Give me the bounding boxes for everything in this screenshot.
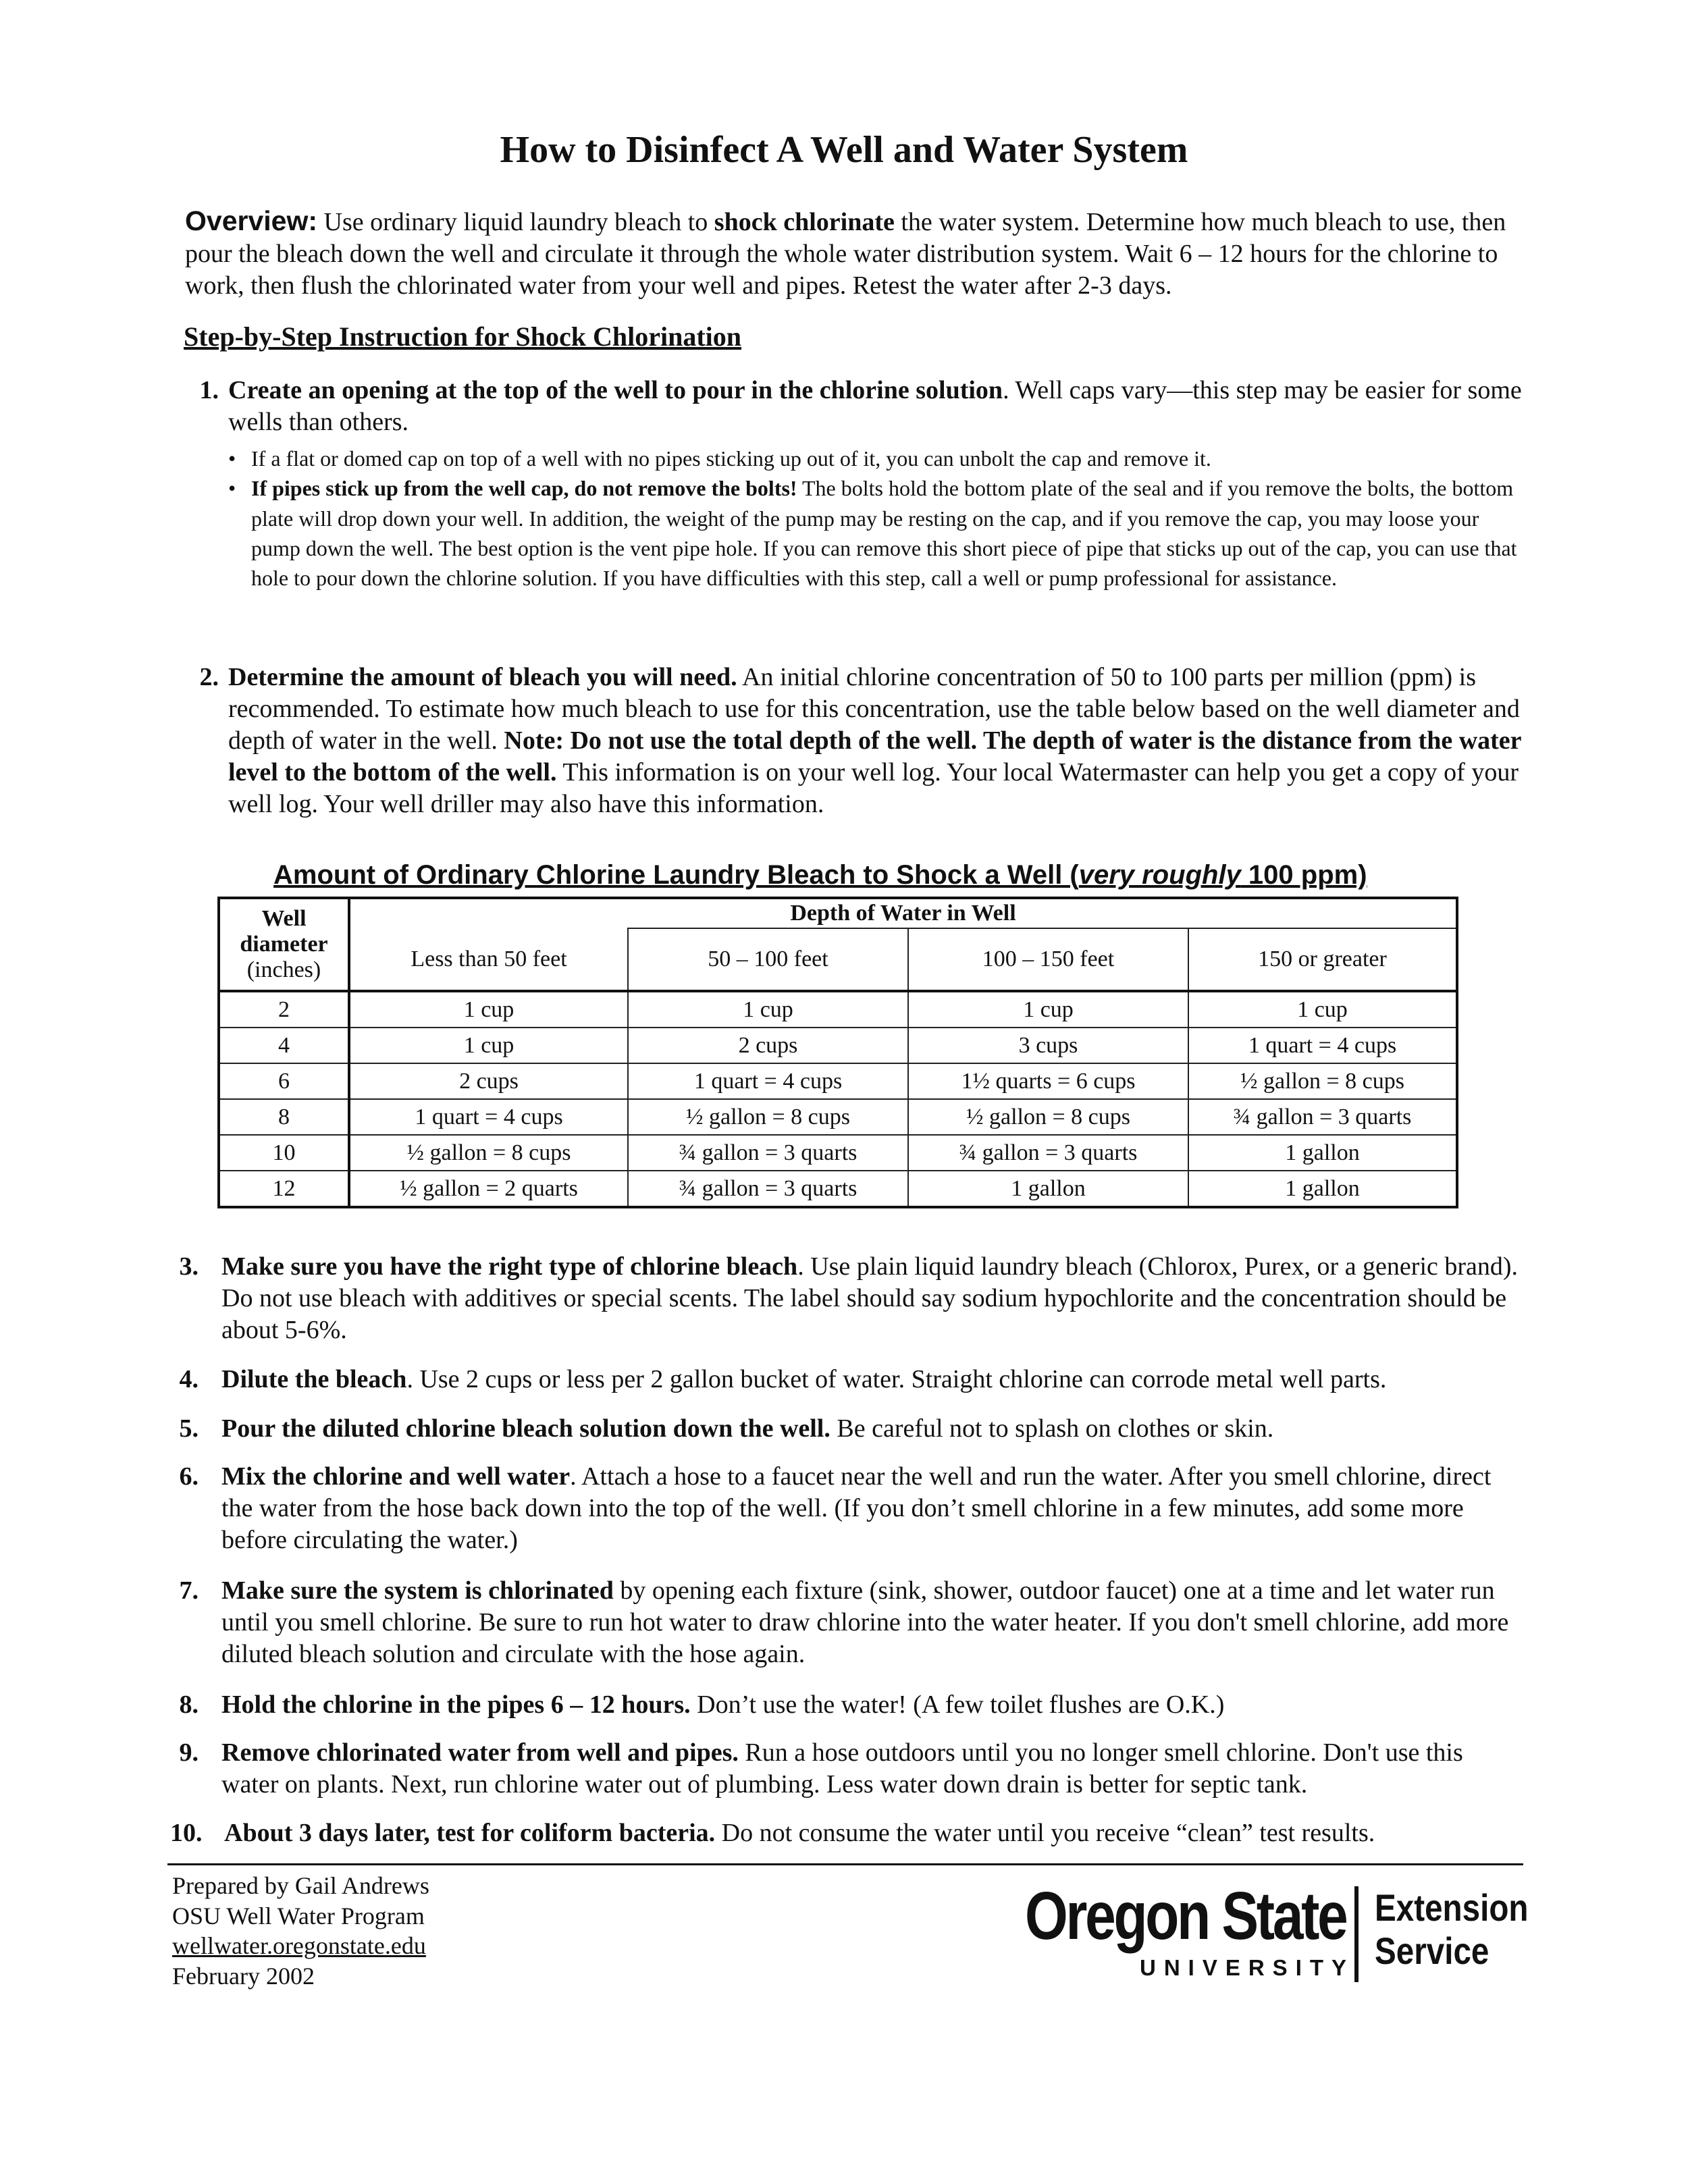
- footer-credits: [172, 1871, 429, 1992]
- overview-text-2: the water system. Determine how much bleach to use, then pour the bleach down the well and circulate it through the whole water distribution system. Wait 6 – 12 hours for the chlorine to work, then flush the chlorinated water from your well and pipes. Retest the water after 2-3 days.: [185, 208, 1506, 300]
- step-4: [170, 1364, 1521, 1395]
- diameter-cell: 6: [219, 1063, 349, 1099]
- table-cell: 1 gallon: [1188, 1135, 1457, 1171]
- step-number: 7.: [179, 1576, 199, 1605]
- step-rest: by opening each fixture (sink, shower, outdoor faucet) one at a time and let water run until you smell chlorine. Be sure to run hot water to draw chlorine into the water heater. If you don't smell chlorine, add more diluted bleach solution and circulate with the hose again.: [221, 1576, 1509, 1669]
- table-cell: ¾ gallon = 3 quarts: [908, 1135, 1188, 1171]
- step-text: [228, 375, 1522, 438]
- step-6: [170, 1461, 1521, 1556]
- table-cell: 1 cup: [628, 991, 908, 1028]
- diameter-cell: 12: [219, 1171, 349, 1207]
- step-number: 2.: [199, 663, 219, 691]
- table-cell: ¾ gallon = 3 quarts: [1188, 1099, 1457, 1135]
- depth-header: Depth of Water in Well: [349, 898, 1457, 928]
- caption-italic: very roughly: [1078, 860, 1241, 890]
- diameter-header-line: Well: [261, 905, 307, 931]
- section-subheading: Step-by-Step Instruction for Shock Chlorination: [184, 321, 742, 352]
- table-cell: 1 cup: [908, 991, 1188, 1028]
- diameter-header-line: diameter: [240, 931, 328, 957]
- step-bold: Make sure you have the right type of chlorine bleach: [221, 1252, 798, 1281]
- table-cell: ½ gallon = 8 cups: [349, 1135, 628, 1171]
- overview-paragraph: [185, 204, 1529, 302]
- table-cell: 1 quart = 4 cups: [1188, 1028, 1457, 1063]
- table-row: [219, 1099, 1457, 1135]
- step-rest: Be careful not to splash on clothes or skin.: [837, 1414, 1274, 1443]
- diameter-cell: 8: [219, 1099, 349, 1135]
- bullet-item: [228, 444, 1522, 473]
- table-row: [219, 1028, 1457, 1063]
- step-bold: Make sure the system is chlorinated: [221, 1576, 614, 1605]
- logo-extension-word: Extension: [1375, 1886, 1529, 1929]
- step-10: [170, 1817, 1521, 1849]
- step-rest-2: This information is on your well log. Your local Watermaster can help you get a copy of your well log. Your well driller may also have this information.: [228, 758, 1519, 819]
- step-bold: Mix the chlorine and well water: [221, 1462, 571, 1491]
- step-number: 6.: [179, 1462, 199, 1491]
- step-note: Note: Do not use the total depth of the well. The depth of water is the distance from the water level to the bottom of the well.: [228, 726, 1521, 787]
- logo-service-word: Service: [1375, 1929, 1489, 1973]
- table-cell: ½ gallon = 2 quarts: [349, 1171, 628, 1207]
- step-2: [178, 662, 1522, 821]
- credit-date: February 2002: [172, 1962, 315, 1990]
- credit-author: Prepared by Gail Andrews: [172, 1872, 429, 1899]
- diameter-cell: 10: [219, 1135, 349, 1171]
- column-header: 100 – 150 feet: [908, 928, 1188, 991]
- step-rest: Run a hose outdoors until you no longer smell chlorine. Don't use this water on plants. Next, run chlorine water out of plumbing. Less water down drain is better for septic tank.: [221, 1738, 1463, 1799]
- step-7: [170, 1575, 1521, 1670]
- overview-text-1: Use ordinary liquid laundry bleach to: [323, 208, 708, 236]
- step-number: 5.: [179, 1414, 199, 1443]
- credit-program: OSU Well Water Program: [172, 1902, 425, 1929]
- footer-divider: [167, 1863, 1523, 1865]
- overview-label: Overview:: [185, 205, 317, 236]
- table-row: [219, 1063, 1457, 1099]
- step-number: 8.: [179, 1690, 199, 1719]
- caption-text-a: Amount of Ordinary Chlorine Laundry Bleach to Shock a Well (: [273, 860, 1079, 890]
- column-header: Less than 50 feet: [349, 928, 628, 991]
- table-cell: ½ gallon = 8 cups: [628, 1099, 908, 1135]
- step-1: [178, 375, 1522, 593]
- step-bold: Create an opening at the top of the well to pour in the chlorine solution: [228, 376, 1003, 404]
- table-cell: 1 cup: [1188, 991, 1457, 1028]
- step-bold: Remove chlorinated water from well and pipes.: [221, 1738, 739, 1767]
- step-1-bullets: [228, 444, 1522, 593]
- table-cell: ¾ gallon = 3 quarts: [628, 1171, 908, 1207]
- table-caption: [273, 859, 1367, 892]
- step-rest: . Use plain liquid laundry bleach (Chlorox, Purex, or a generic brand). Do not use bleach with additives or special scents. The label should say sodium hypochlorite and the concentration should be about 5-6%.: [221, 1252, 1519, 1345]
- step-number: 9.: [179, 1738, 199, 1767]
- step-rest: Do not consume the water until you receive “clean” test results.: [721, 1819, 1375, 1847]
- table-cell: 1 cup: [349, 991, 628, 1028]
- credit-website-link[interactable]: wellwater.oregonstate.edu: [172, 1932, 426, 1960]
- table-cell: ½ gallon = 8 cups: [1188, 1063, 1457, 1099]
- column-header: 50 – 100 feet: [628, 928, 908, 991]
- step-rest: Don’t use the water! (A few toilet flushes are O.K.): [697, 1690, 1225, 1719]
- page-title: How to Disinfect A Well and Water System: [500, 129, 1188, 171]
- step-bold: Determine the amount of bleach you will need.: [228, 663, 737, 691]
- logo-extension-service: [1375, 1886, 1528, 1973]
- bleach-table: [217, 897, 1458, 1208]
- osu-extension-logo: [1025, 1878, 1529, 1990]
- table-cell: 1½ quarts = 6 cups: [908, 1063, 1188, 1099]
- caption-text-b: 100 ppm): [1240, 860, 1367, 890]
- table-row: [219, 1171, 1457, 1207]
- logo-university-name: Oregon State: [1025, 1878, 1346, 1954]
- step-rest: . Use 2 cups or less per 2 gallon bucket of water. Straight chlorine can corrode metal well parts.: [406, 1365, 1387, 1393]
- bullet-item: [228, 473, 1522, 593]
- bullet-text: The bolts hold the bottom plate of the seal and if you remove the bolts, the bottom plate will drop down your well. In addition, the weight of the pump may be resting on the cap, and if you remove the cap, you may loose your pump down the well. The best option is the vent pipe hole. If you can remove this short piece of pipe that sticks up out of the cap, you can use that hole to pour down the chlorine solution. If you have difficulties with this step, call a well or pump professional for assistance.: [251, 476, 1517, 590]
- diameter-cell: 2: [219, 991, 349, 1028]
- logo-divider: [1354, 1886, 1359, 1982]
- step-rest: . Well caps vary—this step may be easier for some wells than others.: [228, 376, 1522, 437]
- step-number: 10.: [170, 1819, 203, 1847]
- step-number: 3.: [179, 1252, 199, 1281]
- table-cell: 2 cups: [349, 1063, 628, 1099]
- table-cell: 2 cups: [628, 1028, 908, 1063]
- step-rest: . Attach a hose to a faucet near the well and run the water. After you smell chlorine, direct the water from the hose back down into the top of the well. (If you don’t smell chlorine in a few minutes, add some more before circulating the water.): [221, 1462, 1492, 1555]
- step-text: [228, 662, 1522, 821]
- overview-bold: shock chlorinate: [714, 208, 895, 236]
- step-bold: Dilute the bleach: [221, 1365, 407, 1393]
- step-8: [170, 1689, 1521, 1721]
- table-row: [219, 991, 1457, 1028]
- bullet-text: If a flat or domed cap on top of a well with no pipes sticking up out of it, you can unbolt the cap and remove it.: [251, 446, 1211, 471]
- step-3: [170, 1251, 1521, 1346]
- step-number: 4.: [179, 1365, 199, 1393]
- diameter-header: [219, 898, 349, 991]
- table-cell: 1 cup: [349, 1028, 628, 1063]
- step-bold: Pour the diluted chlorine bleach solution down the well.: [221, 1414, 830, 1443]
- table-cell: 1 gallon: [1188, 1171, 1457, 1207]
- column-header: 150 or greater: [1188, 928, 1457, 991]
- bullet-bold: If pipes stick up from the well cap, do not remove the bolts!: [251, 476, 797, 501]
- table-cell: ½ gallon = 8 cups: [908, 1099, 1188, 1135]
- table-cell: 1 quart = 4 cups: [628, 1063, 908, 1099]
- table-cell: ¾ gallon = 3 quarts: [628, 1135, 908, 1171]
- diameter-cell: 4: [219, 1028, 349, 1063]
- step-number: 1.: [199, 376, 219, 404]
- step-5: [170, 1413, 1521, 1445]
- table-cell: 1 quart = 4 cups: [349, 1099, 628, 1135]
- step-9: [170, 1737, 1521, 1801]
- logo-university-word: UNIVERSITY: [1140, 1955, 1355, 1980]
- table-cell: 1 gallon: [908, 1171, 1188, 1207]
- diameter-header-line: (inches): [246, 957, 321, 983]
- step-bold: About 3 days later, test for coliform bacteria.: [224, 1819, 716, 1847]
- table-cell: 3 cups: [908, 1028, 1188, 1063]
- table-row: [219, 1135, 1457, 1171]
- step-rest: An initial chlorine concentration of 50 to 100 parts per million (ppm) is recommended. To estimate how much bleach to use for this concentration, use the table below based on the well diameter and depth of water in the well.: [228, 663, 1520, 755]
- step-bold: Hold the chlorine in the pipes 6 – 12 hours.: [221, 1690, 691, 1719]
